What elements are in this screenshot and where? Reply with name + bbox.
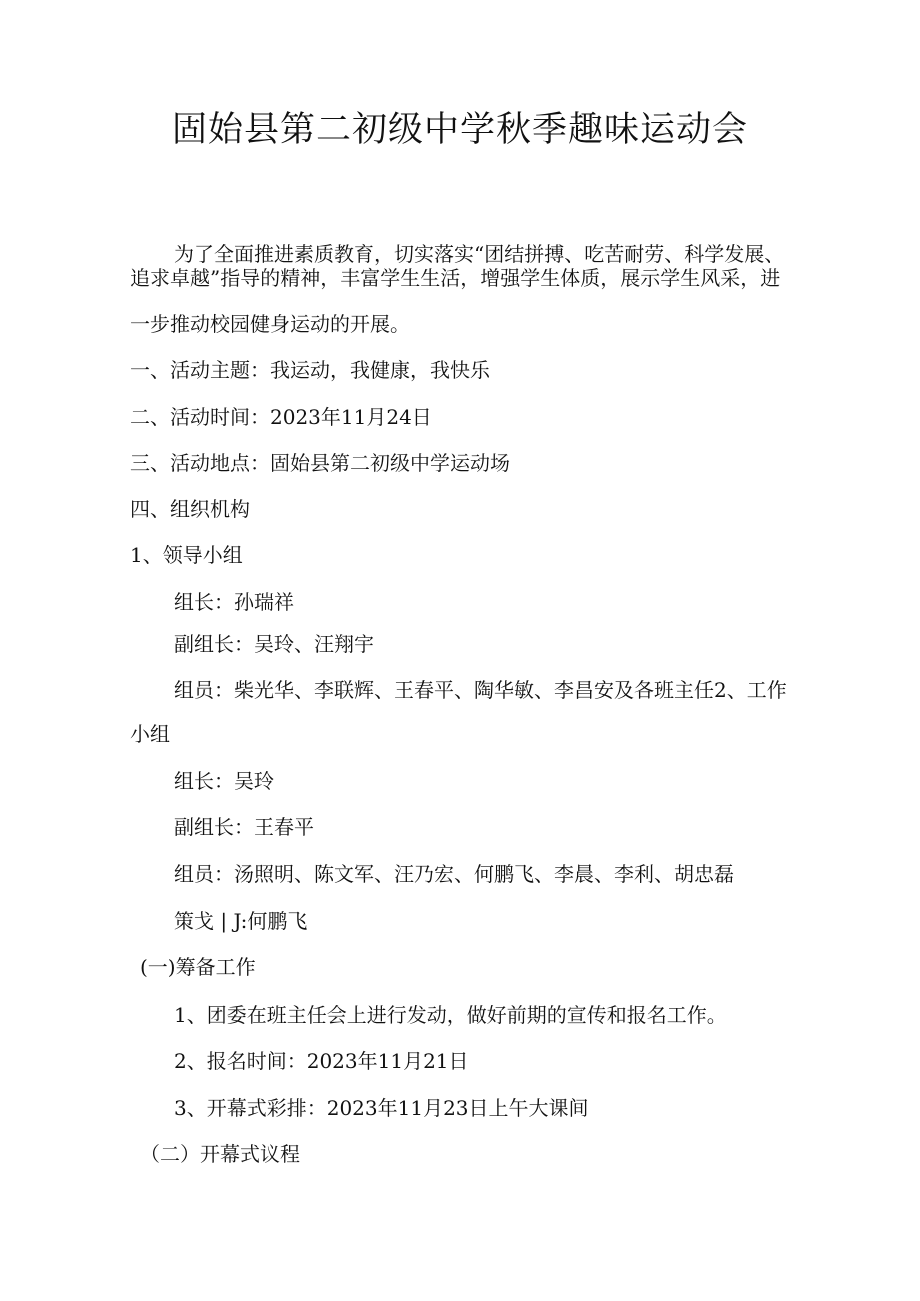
opening-heading: （二）开幕式议程 <box>140 1142 300 1166</box>
leadership-vice-leader: 副组长：吴玲、汪翔宇 <box>174 632 374 656</box>
work-group-planner: 策戈 | J:何鹏飞 <box>174 909 308 933</box>
work-group-leader: 组长：吴玲 <box>174 769 274 793</box>
preparation-item-3: 3、开幕式彩排：2023年11月23日上午大课间 <box>174 1096 589 1120</box>
section-time: 二、活动时间：2023年11月24日 <box>130 405 432 429</box>
leadership-heading: 1、领导小组 <box>130 543 243 567</box>
work-group-vice-leader: 副组长：王春平 <box>174 815 314 839</box>
leadership-members-line-2: 小组 <box>130 722 170 746</box>
section-theme: 一、活动主题：我运动，我健康，我快乐 <box>130 358 490 382</box>
intro-line-1: 为了全面推进素质教育，切实落实“团结拼搏、吃苦耐劳、科学发展、 <box>174 242 785 266</box>
document-title: 固始县第二初级中学秋季趣味运动会 <box>171 110 748 150</box>
intro-line-3: 一步推动校园健身运动的开展。 <box>130 312 410 336</box>
section-place: 三、活动地点：固始县第二初级中学运动场 <box>130 451 510 475</box>
preparation-item-2: 2、报名时间：2023年11月21日 <box>174 1049 469 1073</box>
leadership-members-line-1: 组员：柴光华、李联辉、王春平、陶华敏、李昌安及各班主任2、工作 <box>174 678 787 702</box>
work-group-members: 组员：汤照明、陈文军、汪乃宏、何鹏飞、李晨、李利、胡忠磊 <box>174 862 734 886</box>
preparation-heading: (一)筹备工作 <box>140 955 256 979</box>
intro-line-2: 追求卓越”指导的精神，丰富学生生活，增强学生体质，展示学生风采，进 <box>130 266 781 290</box>
section-org: 四、组织机构 <box>130 497 250 521</box>
leadership-leader: 组长：孙瑞祥 <box>174 590 294 614</box>
preparation-item-1: 1、团委在班主任会上进行发动，做好前期的宣传和报名工作。 <box>174 1003 727 1027</box>
